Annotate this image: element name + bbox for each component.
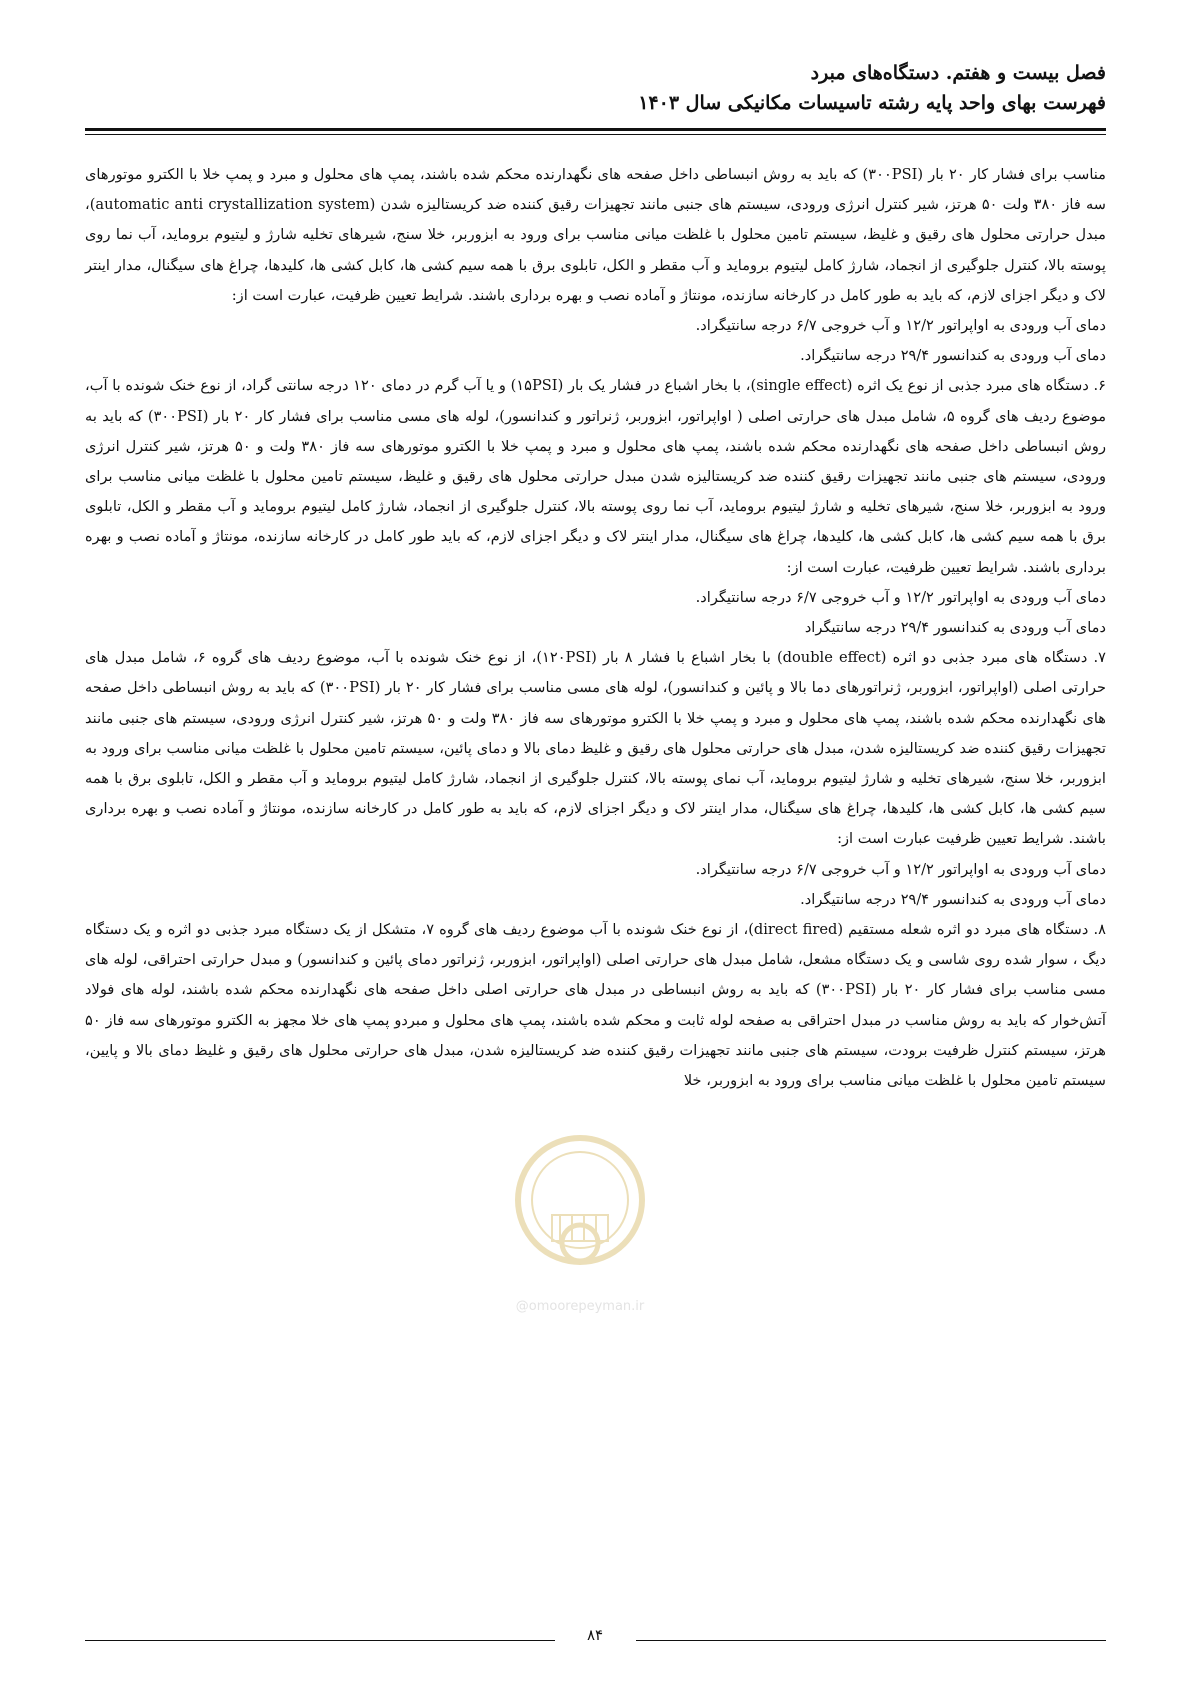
condition-evaporator: دمای آب ورودی به اواپراتور ۱۲/۲ و آب خروجی ۶/۷ درجه سانتیگراد. <box>695 860 1106 878</box>
footer-divider-left <box>85 1640 555 1641</box>
list-item-6: ۶. دستگاه های مبرد جذبی از نوع یک اثره (single effect)، با بخار اشباع در فشار یک بار (۱۵PSI) و یا آب گرم در دمای ۱۲۰ درجه سانتی گراد، از نوع خنک شونده با آب، موضوع ردیف های گروه ۵، شامل مبدل های حرارتی اصلی ( اواپراتور، ابزوربر، ژنراتور و کندانسور)، لوله های مسی مناسب برای فشار کار ۲۰ بار (۳۰۰PSI) که باید به روش انبساطی داخل صفحه های نگهدارنده محکم شده باشند، پمپ های محلول و مبرد و پمپ خلا با الکترو موتورهای سه فاز ۳۸۰ ولت و ۵۰ هرتز، شیر کنترل انرژی ورودی، سیستم های جنبی مانند تجهیزات رقیق کننده ضد کریستالیزه شدن مبدل حرارتی محلول های رقیق و غلیظ، سیستم تامین محلول با غلظت میانی مناسب برای ورود به ابزوربر، خلا سنج، شیرهای تخلیه و شارژ لیتیوم بروماید، آب نما روی پوسته بالا، کنترل جلوگیری از انجماد، شارژ کامل لیتیوم بروماید و آب مقطر و الکل، تابلوی برق با همه سیم کشی ها، کابل کشی ها، کلیدها، چراغ های سیگنال، مدار اینتر لاک و دیگر اجزای لازم، که باید طور کامل در کارخانه سازنده، مونتاژ و آماده نصب و بهره برداری باشند. شرایط تعیین ظرفیت، عبارت است از: <box>85 377 1107 576</box>
paragraph-continuation: مناسب برای فشار کار ۲۰ بار (۳۰۰PSI) که باید به روش انبساطی داخل صفحه های نگهدارنده محکم شده باشند، پمپ های محلول و مبرد و پمپ خلا با الکترو موتورهای سه فاز ۳۸۰ ولت ۵۰ هرتز، شیر کنترل انرژی ورودی، سیستم های جنبی مانند تجهیزات رقیق کننده ضد کریستالیزه شدن (automatic anti crystallization system)، مبدل حرارتی محلول های رقیق و غلیظ، سیستم تامین محلول با غلظت میانی مناسب برای ورود به ابزوربر، خلا سنج، شیرهای تخلیه شارژ و لیتیوم بروماید، آب نما روی پوسته بالا، کنترل جلوگیری از انجماد، شارژ کامل لیتیوم بروماید و آب مقطر و الکل، تابلوی برق با همه سیم کشی ها، کابل کشی ها، کلیدها، چراغ های سیگنال، مدار اینتر لاک و دیگر اجزای لازم، که باید به طور کامل در کارخانه سازنده، مونتاژ و آماده نصب و بهره برداری باشند. شرایط تعیین ظرفیت، عبارت است از: <box>85 166 1107 304</box>
list-item-8: ۸. دستگاه های مبرد دو اثره شعله مستقیم (direct fired)، از نوع خنک شونده با آب موضوع ردیف های گروه ۷، متشکل از یک دستگاه مبرد جذبی دو اثره و یک دستگاه دیگ ، سوار شده روی شاسی و یک دستگاه مشعل، شامل مبدل های حرارتی اصلی (اواپراتور، ابزوربر، ژنراتور دمای پائین و کندانسور) و مبدل حرارتی احتراقی، لوله های مسی مناسب برای فشار کار ۲۰ بار (۳۰۰PSI) که باید به روش انبساطی در مبدل های حرارتی اصلی داخل صفحه های نگهدارنده محکم شده باشند، لوله های فولاد آتش‌خوار که باید به روش مناسب در مبدل احتراقی به صفحه لوله ثابت و محکم شده باشند، پمپ های محلول و مبردو پمپ های خلا مجهز به الکترو موتورهای سه فاز ۵۰ هرتز، سیستم کنترل ظرفیت برودت، سیستم های جنبی مانند تجهیزات رقیق کننده ضد کریستالیزه شدن، مبدل های حرارتی محلول های رقیق و غلیظ دمای بالا و پایین، سیستم تامین محلول با غلظت میانی مناسب برای ورود به ابزوربر، خلا <box>85 921 1106 1090</box>
condition-condenser: دمای آب ورودی به کندانسور ۲۹/۴ درجه سانتیگراد. <box>800 890 1106 908</box>
condition-condenser: دمای آب ورودی به کندانسور ۲۹/۴ درجه سانتیگراد. <box>800 347 1106 365</box>
footer-divider-right <box>636 1640 1106 1641</box>
document-subtitle: فهرست بهای واحد پایه رشته تاسیسات مکانیکی سال ۱۴۰۳ <box>638 92 1106 114</box>
condition-evaporator: دمای آب ورودی به اواپراتور ۱۲/۲ و آب خروجی ۶/۷ درجه سانتیگراد. <box>695 317 1106 335</box>
watermark-text: @omoorepeyman.ir <box>515 1299 645 1314</box>
page-header <box>85 58 1106 118</box>
header-divider-thick <box>85 128 1106 131</box>
watermark-logo <box>500 1125 660 1325</box>
chapter-title: فصل بیست و هفتم. دستگاه‌های مبرد <box>810 62 1106 84</box>
document-body <box>85 160 1106 1096</box>
list-item-7: ۷. دستگاه های مبرد جذبی دو اثره (double effect) با بخار اشباع با فشار ۸ بار (۱۲۰PSI)، از نوع خنک شونده با آب، موضوع ردیف های گروه ۶، شامل مبدل های حرارتی اصلی (اواپراتور، ابزوربر، ژنراتورهای دما بالا و پائین و کندانسور)، لوله های مسی مناسب برای فشار کار ۲۰ بار (۳۰۰PSI) که باید به روش انبساطی داخل صفحه های نگهدارنده محکم شده باشند، پمپ های محلول و مبرد و پمپ خلا با الکترو موتورهای سه فاز ۳۸۰ ولت و ۵۰ هرتز، شیر کنترل انرژی ورودی، سیستم های جنبی مانند تجهیزات رقیق کننده ضد کریستالیزه شدن، مبدل های حرارتی محلول های رقیق و غلیظ دمای بالا و دمای پائین، سیستم تامین محلول با غلظت میانی مناسب برای ورود به ابزوربر، خلا سنج، شیرهای تخلیه و شارژ لیتیوم بروماید، آب نمای پوسته بالا، کنترل جلوگیری از انجماد، شارژ کامل لیتیوم بروماید و آب مقطر و الکل، تابلوی برق با همه سیم کشی ها، کابل کشی ها، کلیدها، چراغ های سیگنال، مدار اینتر لاک و دیگر اجزای لازم، که باید به طور کامل در کارخانه سازنده، مونتاژ و آماده نصب و بهره برداری باشند. شرایط تعیین ظرفیت عبارت است از: <box>85 649 1107 848</box>
page-number: ۸۴ <box>586 1626 604 1644</box>
condition-evaporator: دمای آب ورودی به اواپراتور ۱۲/۲ و آب خروجی ۶/۷ درجه سانتیگراد. <box>695 588 1106 606</box>
header-divider-thin <box>85 134 1106 135</box>
condition-condenser: دمای آب ورودی به کندانسور ۲۹/۴ درجه سانتیگراد <box>804 619 1106 637</box>
